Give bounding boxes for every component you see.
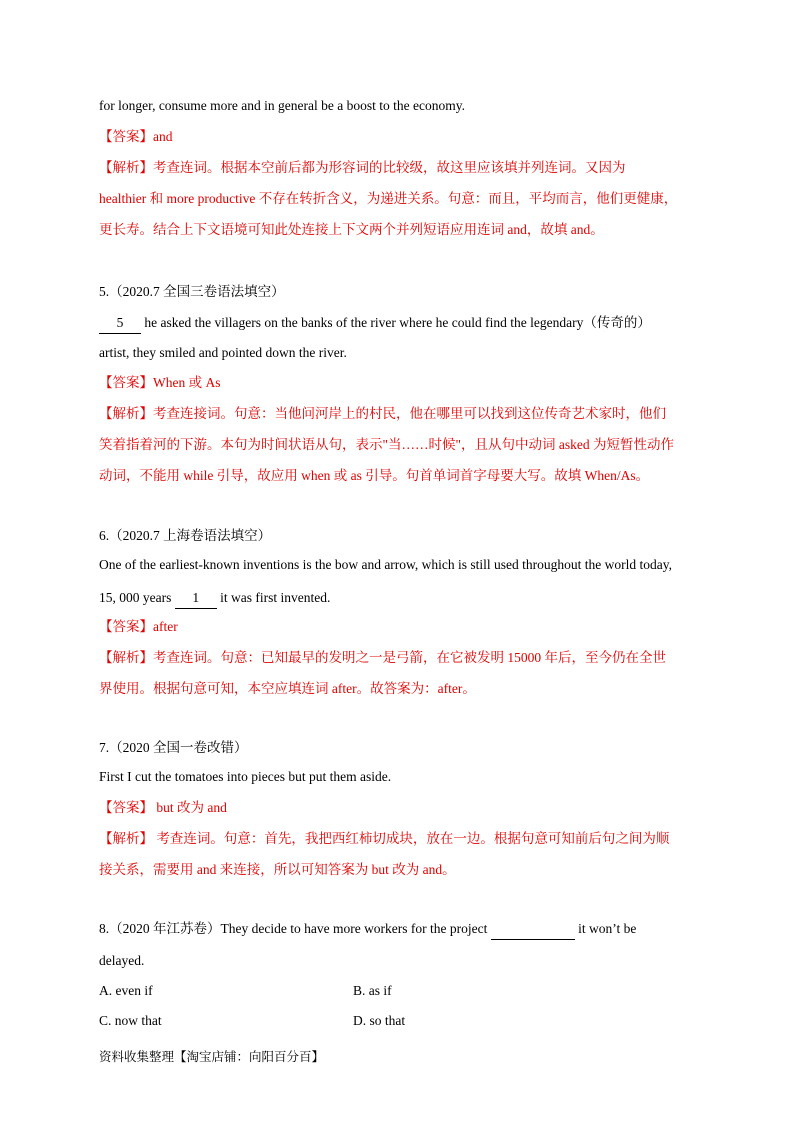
q6-line-2-after: it was first invented. bbox=[220, 590, 331, 605]
q8-option-b: B. as if bbox=[353, 983, 392, 998]
q6-line-2-before: 15, 000 years bbox=[99, 590, 172, 605]
q8-line-1-before: 8.（2020 年江苏卷）They decide to have more workers for the project bbox=[99, 921, 488, 936]
q4-analysis-line-3: 更长寿。结合上下文语境可知此处连接上下文两个并列短语应用连词 and，故填 and。 bbox=[99, 222, 604, 237]
q5-heading: 5.（2020.7 全国三卷语法填空） bbox=[99, 284, 285, 299]
q8-line-1 bbox=[99, 919, 636, 940]
q4-analysis-line-1: 【解析】考查连词。根据本空前后都为形容词的比较级，故这里应该填并列连词。又因为 bbox=[99, 160, 626, 175]
q8-line-1-after: it won’t be bbox=[578, 921, 637, 936]
page-footer: 资料收集整理【淘宝店铺：向阳百分百】 bbox=[99, 1050, 325, 1064]
q4-answer: 【答案】and bbox=[99, 129, 173, 144]
q7-answer: 【答案】 but 改为 and bbox=[99, 800, 227, 815]
q6-answer: 【答案】after bbox=[99, 619, 178, 634]
q5-line-1 bbox=[99, 313, 651, 334]
q4-analysis-line-2: healthier 和 more productive 不存在转折含义，为递进关系。句意：而且，平均而言，他们更健康， bbox=[99, 191, 678, 206]
q5-analysis-line-3: 动词，不能用 while 引导，故应用 when 或 as 引导。句首单词首字母要大写。故填 When/As。 bbox=[99, 468, 650, 483]
q7-line-1: First I cut the tomatoes into pieces but put them aside. bbox=[99, 769, 392, 784]
q7-analysis-line-1: 【解析】 考查连词。句意：首先，我把西红柿切成块，放在一边。根据句意可知前后句之间为顺 bbox=[99, 831, 670, 846]
q6-analysis-line-1: 【解析】考查连词。句意：已知最早的发明之一是弓箭，在它被发明 15000 年后，至今仍在全世 bbox=[99, 650, 666, 665]
q4-text-tail: for longer, consume more and in general be a boost to the economy. bbox=[99, 98, 465, 113]
q5-line-1-text: he asked the villagers on the banks of the river where he could find the legendary（传奇的） bbox=[144, 315, 651, 330]
q6-blank: 1 bbox=[175, 588, 217, 609]
q5-analysis-line-1: 【解析】考查连接词。句意：当他问河岸上的村民，他在哪里可以找到这位传奇艺术家时，他们 bbox=[99, 406, 666, 421]
q7-heading: 7.（2020 全国一卷改错） bbox=[99, 740, 248, 755]
q6-line-1: One of the earliest-known inventions is the bow and arrow, which is still used throughout the world today, bbox=[99, 557, 673, 572]
q5-blank: 5 bbox=[99, 313, 141, 334]
q8-option-d: D. so that bbox=[353, 1013, 406, 1028]
q8-blank bbox=[491, 919, 575, 940]
q7-analysis-line-2: 接关系，需要用 and 来连接，所以可知答案为 but 改为 and。 bbox=[99, 862, 456, 877]
q8-option-c: C. now that bbox=[99, 1013, 162, 1028]
q6-line-2 bbox=[99, 588, 330, 609]
q6-analysis-line-2: 界使用。根据句意可知，本空应填连词 after。故答案为：after。 bbox=[99, 681, 476, 696]
q5-line-2: artist, they smiled and pointed down the river. bbox=[99, 345, 347, 360]
q5-analysis-line-2: 笑着指着河的下游。本句为时间状语从句，表示"当……时候"，且从句中动词 asked 为短暂性动作 bbox=[99, 437, 675, 452]
q8-line-2: delayed. bbox=[99, 953, 145, 968]
q6-heading: 6.（2020.7 上海卷语法填空） bbox=[99, 528, 272, 543]
q5-answer: 【答案】When 或 As bbox=[99, 375, 221, 390]
q8-option-a: A. even if bbox=[99, 983, 153, 998]
